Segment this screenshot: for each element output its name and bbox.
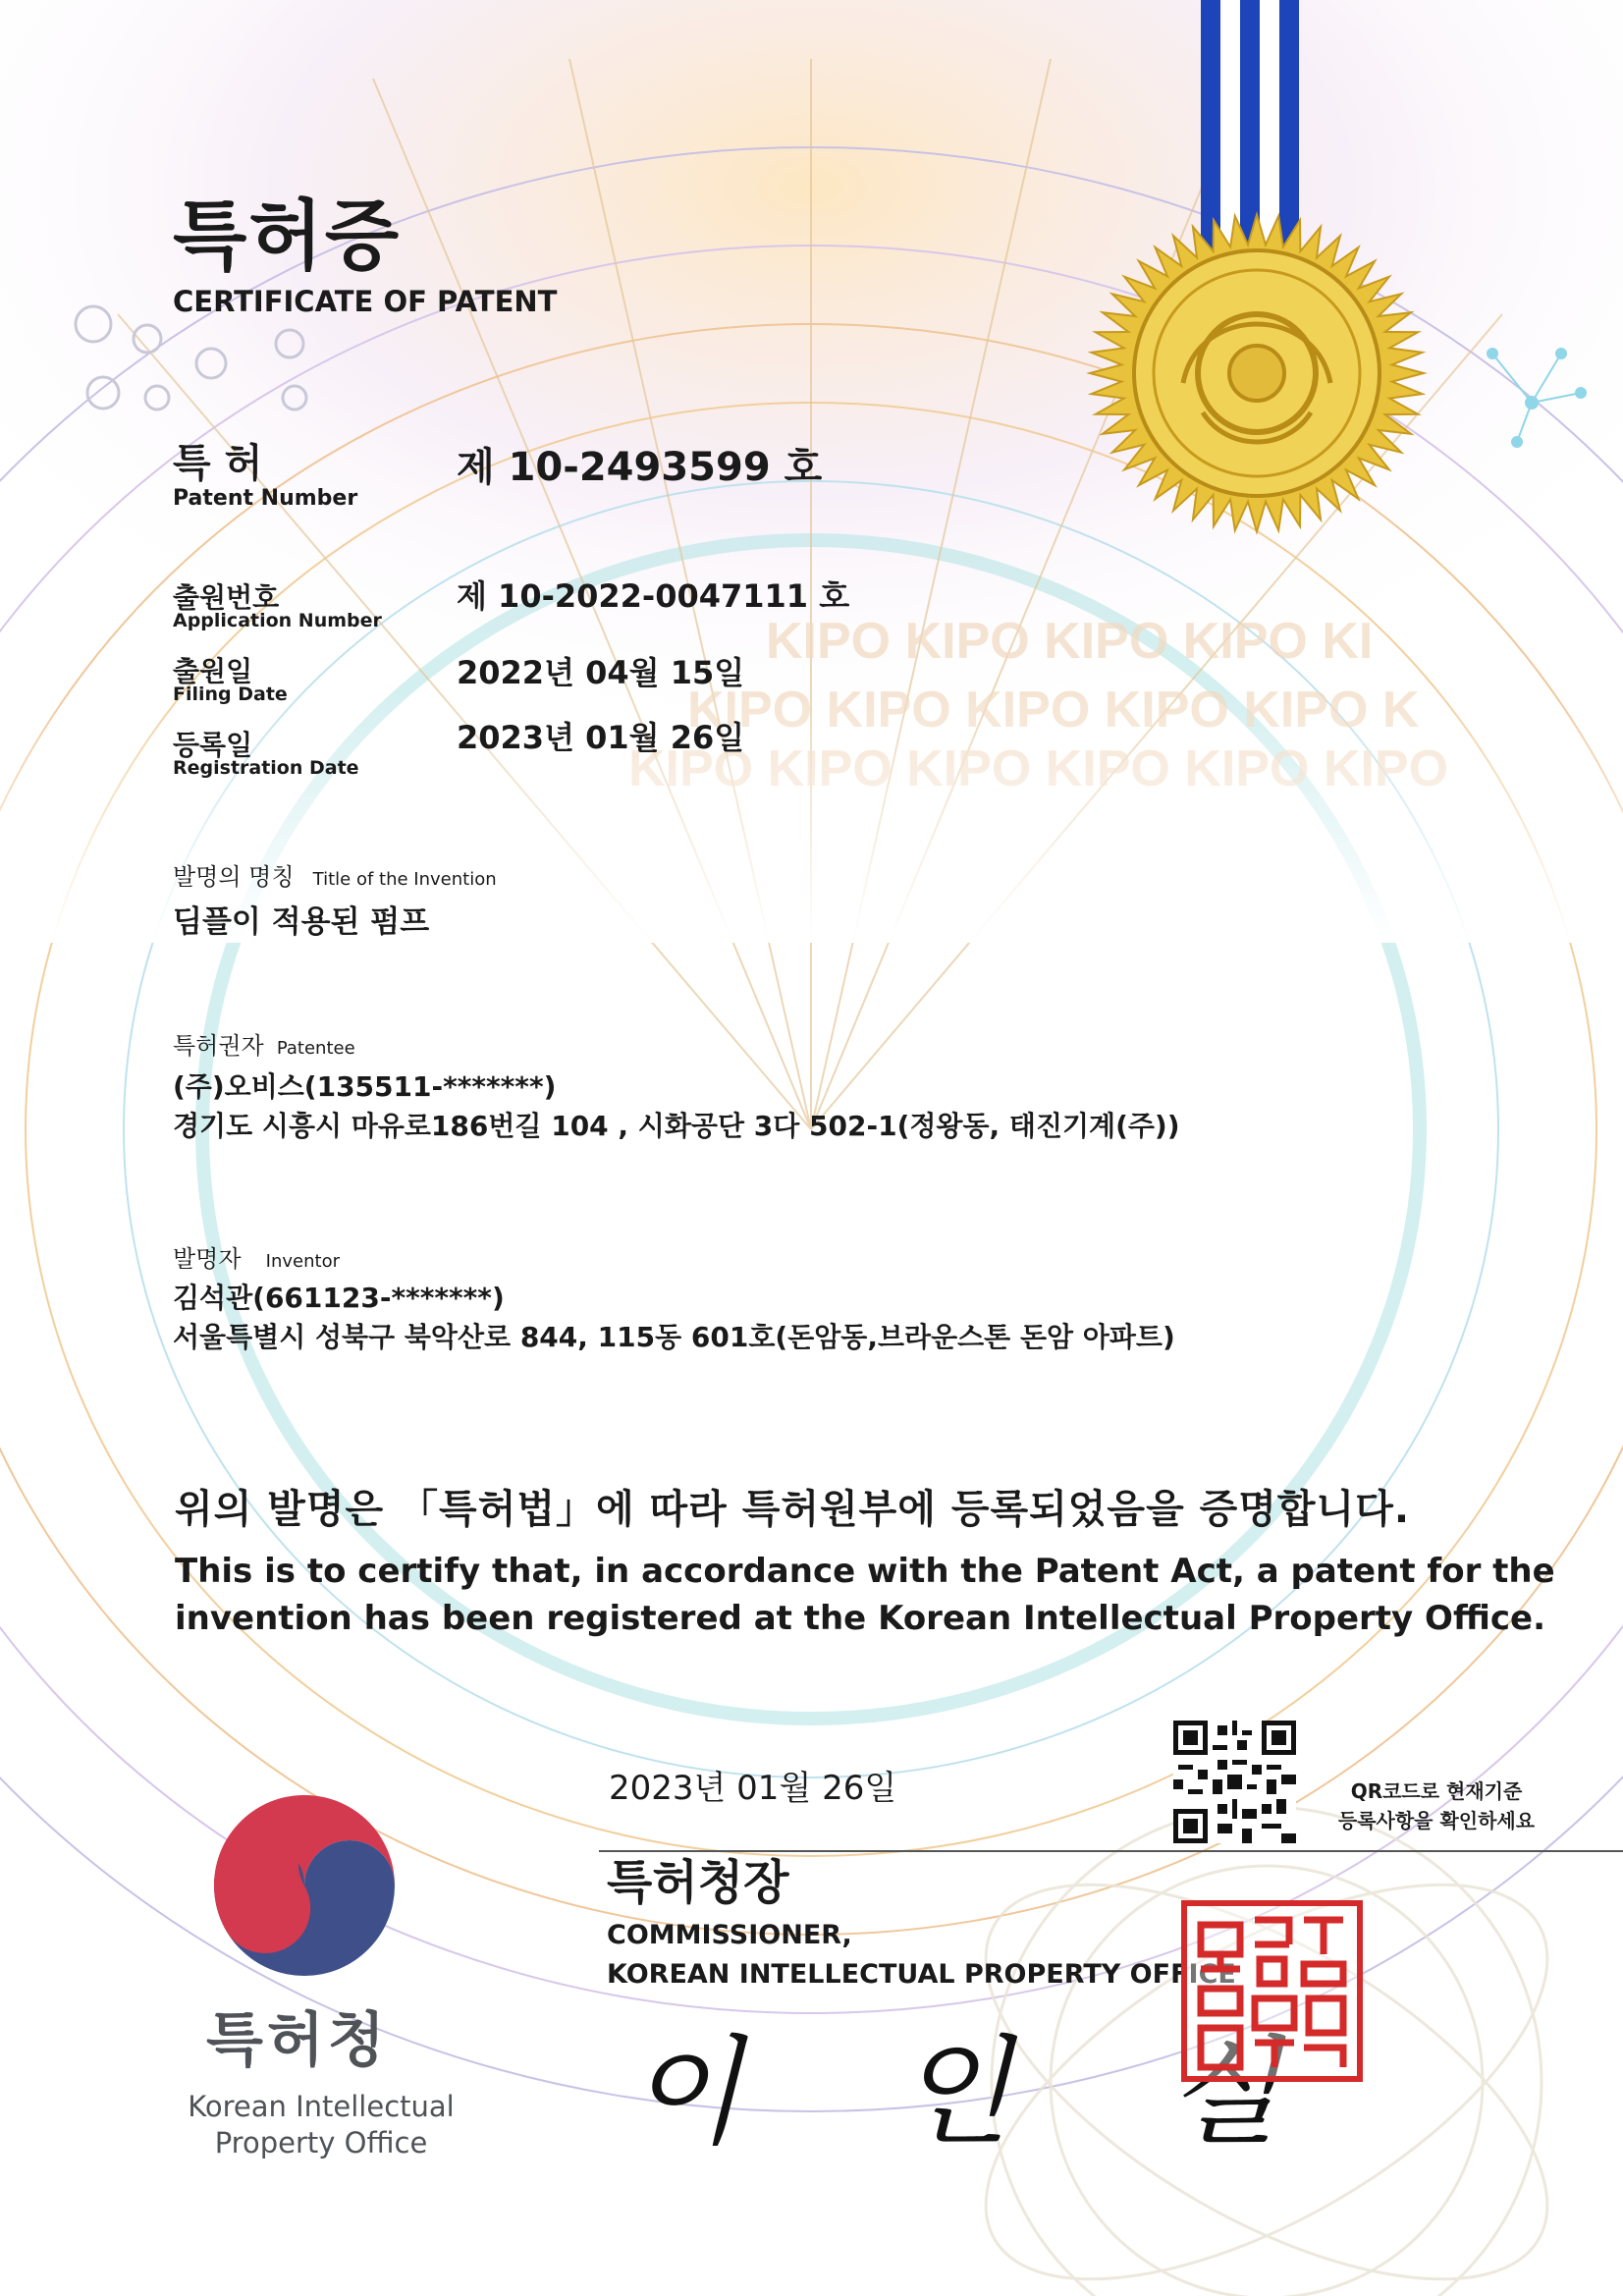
patentee-label-ko: 특허권자 bbox=[173, 1032, 264, 1060]
invention-title-label-ko: 발명의 명칭 bbox=[173, 863, 295, 891]
patent-number-label-ko: 특 허 bbox=[173, 441, 263, 486]
inventor-label bbox=[173, 1239, 340, 1274]
page-subtitle: CERTIFICATE OF PATENT bbox=[173, 285, 558, 318]
patentee-name: (주)오비스(135511-*******) bbox=[173, 1070, 557, 1103]
application-number-label-en: Application Number bbox=[173, 610, 382, 631]
invention-title-label-en: Title of the Invention bbox=[312, 869, 497, 890]
kipo-logo-emblem bbox=[206, 1787, 403, 1984]
patent-number-label-en: Patent Number bbox=[173, 486, 358, 511]
inventor-label-ko: 발명자 bbox=[173, 1245, 242, 1273]
certification-statement-ko: 위의 발명은 「특허법」에 따라 특허원부에 등록되었음을 증명합니다. bbox=[175, 1487, 1411, 1532]
filing-date-label-en: Filing Date bbox=[173, 683, 288, 705]
commissioner-title-ko: 특허청장 bbox=[607, 1855, 789, 1910]
kipo-logo-text-ko: 특허청 bbox=[206, 2006, 389, 2075]
registration-date-label-ko: 등록일 bbox=[173, 729, 253, 761]
patentee-address: 경기도 시흥시 마유로186번길 104 , 시화공단 3다 502-1(정왕동, 태진기계(주)) bbox=[173, 1110, 1180, 1142]
official-seal-stamp bbox=[1181, 1900, 1363, 2082]
kipo-logo-text-en-2: Property Office bbox=[214, 2126, 428, 2159]
application-number-value: 제 10-2022-0047111 호 bbox=[457, 577, 850, 615]
commissioner-title-en-1: COMMISSIONER, bbox=[607, 1920, 852, 1950]
qr-code[interactable] bbox=[1173, 1721, 1296, 1843]
inventor-label-en: Inventor bbox=[265, 1251, 340, 1272]
invention-title-value: 딤플이 적용된 펌프 bbox=[173, 904, 430, 940]
registration-date-label-en: Registration Date bbox=[173, 757, 359, 779]
commissioner-title-en-2: KOREAN INTELLECTUAL PROPERTY OFFICE bbox=[607, 1959, 1236, 1990]
inventor-address: 서울특별시 성북구 북악산로 844, 115동 601호(돈암동,브라운스톤 돈암 아파트) bbox=[173, 1321, 1175, 1353]
registration-date-value: 2023년 01월 26일 bbox=[457, 719, 745, 756]
page-title: 특허증 bbox=[173, 192, 402, 281]
svg-text:KIPO KIPO KIPO KIPO KI: KIPO KIPO KIPO KIPO KI bbox=[766, 613, 1374, 670]
invention-title-label bbox=[173, 857, 497, 892]
kipo-logo-text-en-1: Korean Intellectual bbox=[188, 2090, 455, 2123]
certification-statement-en-1: This is to certify that, in accordance with the Patent Act, a patent for the bbox=[175, 1552, 1555, 1591]
patent-number-value: 제 10-2493599 호 bbox=[457, 445, 823, 490]
application-number-label-ko: 출원번호 bbox=[173, 581, 280, 614]
commissioner-signature: 이 인 실 bbox=[628, 2025, 1340, 2161]
issue-date: 2023년 01월 26일 bbox=[609, 1769, 897, 1808]
patentee-label-en: Patentee bbox=[276, 1038, 355, 1059]
certification-statement-en-2: invention has been registered at the Korean Intellectual Property Office. bbox=[175, 1599, 1545, 1638]
filing-date-label-ko: 출원일 bbox=[173, 655, 253, 687]
inventor-name: 김석관(661123-*******) bbox=[173, 1282, 505, 1314]
gold-seal bbox=[1051, 201, 1463, 545]
patentee-label bbox=[173, 1026, 355, 1061]
qr-note-line1: QR코드로 현재기준 bbox=[1350, 1779, 1523, 1803]
qr-note-line2: 등록사항을 확인하세요 bbox=[1337, 1809, 1536, 1832]
filing-date-value: 2022년 04월 15일 bbox=[457, 654, 745, 691]
